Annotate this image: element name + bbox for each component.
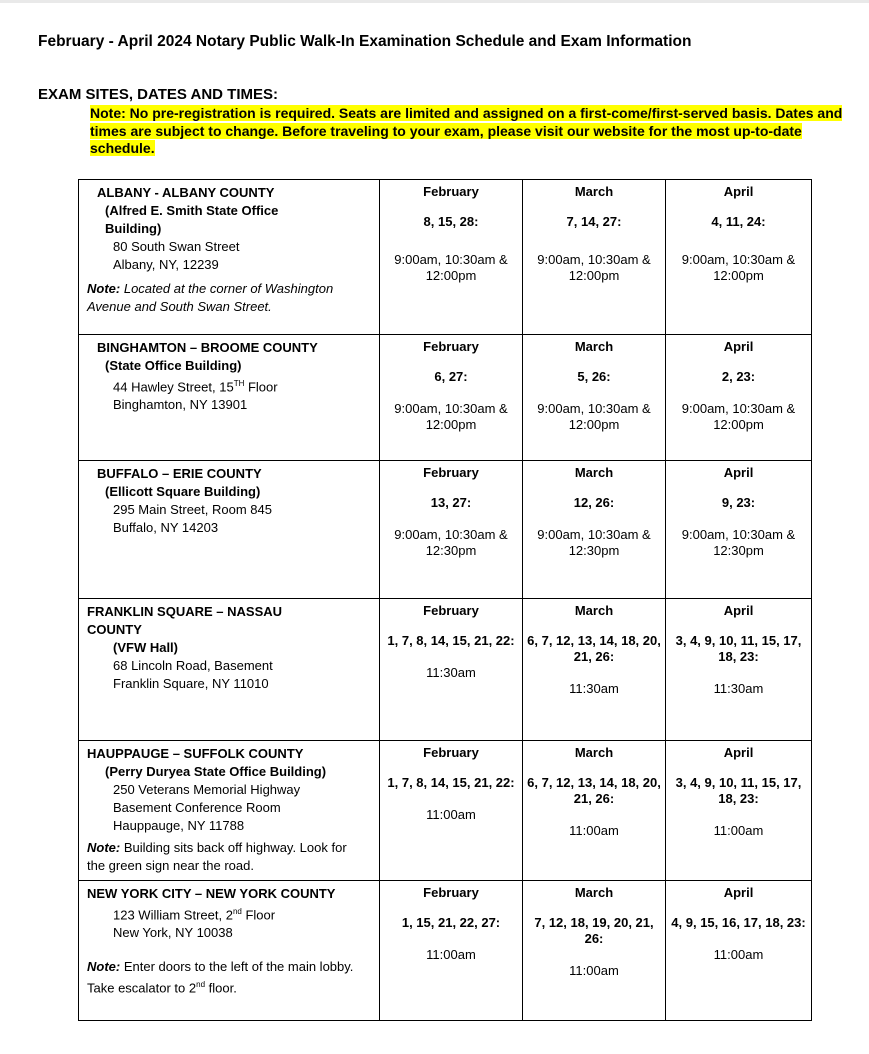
exam-times: 11:00am bbox=[569, 963, 619, 978]
site-building: (State Office Building) bbox=[105, 358, 242, 373]
exam-times: 9:00am, 10:30am & 12:00pm bbox=[681, 401, 796, 432]
schedule-cell bbox=[523, 461, 666, 599]
site-note: Note: Building sits back off highway. Look for the green sign near the road. bbox=[87, 840, 347, 873]
site-address-line: Buffalo, NY 14203 bbox=[113, 520, 219, 535]
site-address-line: Franklin Square, NY 11010 bbox=[113, 676, 269, 691]
exam-times: 9:00am, 10:30am & 12:30pm bbox=[537, 527, 651, 558]
site-cell-franklin-square bbox=[79, 599, 380, 741]
site-cell-buffalo bbox=[79, 461, 380, 599]
site-address-line: Basement Conference Room bbox=[113, 800, 281, 815]
site-building: (VFW Hall) bbox=[113, 640, 178, 655]
exam-dates: 3, 4, 9, 10, 11, 15, 17, 18, 23: bbox=[675, 775, 802, 806]
site-address-line: 44 Hawley Street, 15TH Floor bbox=[113, 379, 278, 395]
exam-times: 9:00am, 10:30am & 12:00pm bbox=[537, 401, 651, 432]
site-name: ALBANY - ALBANY COUNTY bbox=[97, 185, 275, 200]
schedule-cell bbox=[523, 741, 666, 881]
schedule-cell bbox=[380, 599, 523, 741]
exam-dates: 7, 14, 27: bbox=[566, 214, 622, 229]
site-address-line: Albany, NY, 12239 bbox=[113, 257, 219, 272]
schedule-cell bbox=[380, 461, 523, 599]
site-building: (Perry Duryea State Office Building) bbox=[105, 764, 327, 779]
month-label: February bbox=[423, 184, 479, 199]
site-note: Note: Located at the corner of Washington Avenue and South Swan Street. bbox=[87, 281, 334, 314]
exam-dates: 7, 12, 18, 19, 20, 21, 26: bbox=[534, 915, 654, 946]
exam-times: 9:00am, 10:30am & 12:00pm bbox=[394, 401, 508, 432]
schedule-cell bbox=[666, 461, 812, 599]
schedule-cell bbox=[666, 599, 812, 741]
month-label: March bbox=[574, 184, 614, 199]
registration-note-text: Note: No pre-registration is required. Seats are limited and assigned on a first-come/first-served basis. Dates and times are subject to change. Before traveling to your exam, please visit our website for the most up-to-date schedule. bbox=[90, 105, 843, 156]
schedule-cell bbox=[666, 881, 812, 1021]
exam-dates: 6, 7, 12, 13, 14, 18, 20, 21, 26: bbox=[527, 775, 661, 806]
exam-times: 9:00am, 10:30am & 12:30pm bbox=[681, 527, 796, 558]
exam-dates: 4, 9, 15, 16, 17, 18, 23: bbox=[671, 915, 806, 930]
schedule-cell bbox=[380, 881, 523, 1021]
exam-dates: 6, 27: bbox=[434, 369, 468, 384]
exam-times: 11:00am bbox=[713, 823, 764, 838]
table-row bbox=[79, 599, 812, 741]
month-label: March bbox=[574, 885, 614, 900]
table-row bbox=[79, 741, 812, 881]
month-label: April bbox=[723, 745, 754, 760]
exam-times: 11:00am bbox=[426, 807, 476, 822]
month-label: February bbox=[423, 885, 479, 900]
schedule-cell bbox=[523, 599, 666, 741]
site-address-line: 80 South Swan Street bbox=[113, 239, 240, 254]
site-address-line: 295 Main Street, Room 845 bbox=[113, 502, 272, 517]
table-row bbox=[79, 461, 812, 599]
exam-times: 11:30am bbox=[569, 681, 619, 696]
top-border bbox=[0, 0, 869, 3]
site-cell-albany bbox=[79, 180, 380, 335]
table-row bbox=[79, 180, 812, 335]
exam-dates: 6, 7, 12, 13, 14, 18, 20, 21, 26: bbox=[527, 633, 661, 664]
site-name: BUFFALO – ERIE COUNTY bbox=[97, 466, 262, 481]
site-note: Note: Enter doors to the left of the main lobby. Take escalator to 2nd floor. bbox=[87, 959, 354, 996]
exam-dates: 13, 27: bbox=[430, 495, 472, 510]
site-building: (Ellicott Square Building) bbox=[105, 484, 261, 499]
site-name: HAUPPAUGE – SUFFOLK COUNTY bbox=[87, 746, 304, 761]
schedule-cell bbox=[666, 335, 812, 461]
schedule-cell bbox=[380, 335, 523, 461]
schedule-cell bbox=[666, 741, 812, 881]
exam-dates: 4, 11, 24: bbox=[711, 214, 766, 229]
exam-dates: 1, 15, 21, 22, 27: bbox=[401, 915, 501, 930]
site-cell-new-york-city bbox=[79, 881, 380, 1021]
site-cell-binghamton bbox=[79, 335, 380, 461]
exam-dates: 3, 4, 9, 10, 11, 15, 17, 18, 23: bbox=[675, 633, 802, 664]
schedule-cell bbox=[380, 741, 523, 881]
month-label: April bbox=[723, 885, 754, 900]
month-label: March bbox=[574, 465, 614, 480]
schedule-cell bbox=[523, 335, 666, 461]
page-title: February - April 2024 Notary Public Walk-In Examination Schedule and Exam Information bbox=[38, 33, 692, 50]
registration-note bbox=[90, 105, 850, 158]
exam-times: 11:30am bbox=[426, 665, 476, 680]
exam-dates: 5, 26: bbox=[577, 369, 611, 384]
exam-schedule-table bbox=[78, 179, 812, 1021]
exam-dates: 12, 26: bbox=[573, 495, 615, 510]
schedule-cell bbox=[666, 180, 812, 335]
exam-dates: 2, 23: bbox=[721, 369, 756, 384]
month-label: February bbox=[423, 465, 479, 480]
month-label: April bbox=[723, 184, 754, 199]
site-address-line: 250 Veterans Memorial Highway bbox=[113, 782, 301, 797]
schedule-cell bbox=[523, 180, 666, 335]
month-label: February bbox=[423, 603, 479, 618]
table-row bbox=[79, 881, 812, 1021]
section-heading: EXAM SITES, DATES AND TIMES: bbox=[38, 86, 279, 103]
month-label: April bbox=[723, 603, 754, 618]
schedule-cell bbox=[380, 180, 523, 335]
exam-times: 9:00am, 10:30am & 12:00pm bbox=[394, 252, 508, 283]
site-name: FRANKLIN SQUARE – NASSAU COUNTY bbox=[87, 604, 283, 637]
site-address-line: 68 Lincoln Road, Basement bbox=[113, 658, 273, 673]
exam-dates: 8, 15, 28: bbox=[423, 214, 479, 229]
exam-times: 11:00am bbox=[713, 947, 764, 962]
site-cell-hauppauge bbox=[79, 741, 380, 881]
exam-times: 9:00am, 10:30am & 12:30pm bbox=[394, 527, 508, 558]
site-name: BINGHAMTON – BROOME COUNTY bbox=[97, 340, 318, 355]
month-label: February bbox=[423, 745, 479, 760]
month-label: April bbox=[723, 339, 754, 354]
exam-dates: 9, 23: bbox=[721, 495, 756, 510]
exam-times: 9:00am, 10:30am & 12:00pm bbox=[537, 252, 651, 283]
exam-times: 9:00am, 10:30am & 12:00pm bbox=[681, 252, 796, 283]
exam-times: 11:00am bbox=[426, 947, 476, 962]
site-address-line: Binghamton, NY 13901 bbox=[113, 397, 248, 413]
exam-times: 11:00am bbox=[569, 823, 619, 838]
table-row bbox=[79, 335, 812, 461]
exam-dates: 1, 7, 8, 14, 15, 21, 22: bbox=[387, 775, 515, 790]
site-address-line: New York, NY 10038 bbox=[113, 925, 233, 941]
schedule-cell bbox=[523, 881, 666, 1021]
site-name: NEW YORK CITY – NEW YORK COUNTY bbox=[87, 886, 336, 901]
month-label: March bbox=[574, 745, 614, 760]
site-address-line: Hauppauge, NY 11788 bbox=[113, 818, 245, 833]
month-label: March bbox=[574, 339, 614, 354]
month-label: February bbox=[423, 339, 479, 354]
month-label: March bbox=[574, 603, 614, 618]
exam-dates: 1, 7, 8, 14, 15, 21, 22: bbox=[387, 633, 515, 648]
month-label: April bbox=[723, 465, 754, 480]
site-address-line: 123 William Street, 2nd Floor bbox=[113, 907, 276, 923]
exam-times: 11:30am bbox=[713, 681, 764, 696]
site-building: (Alfred E. Smith State Office Building) bbox=[105, 203, 279, 236]
